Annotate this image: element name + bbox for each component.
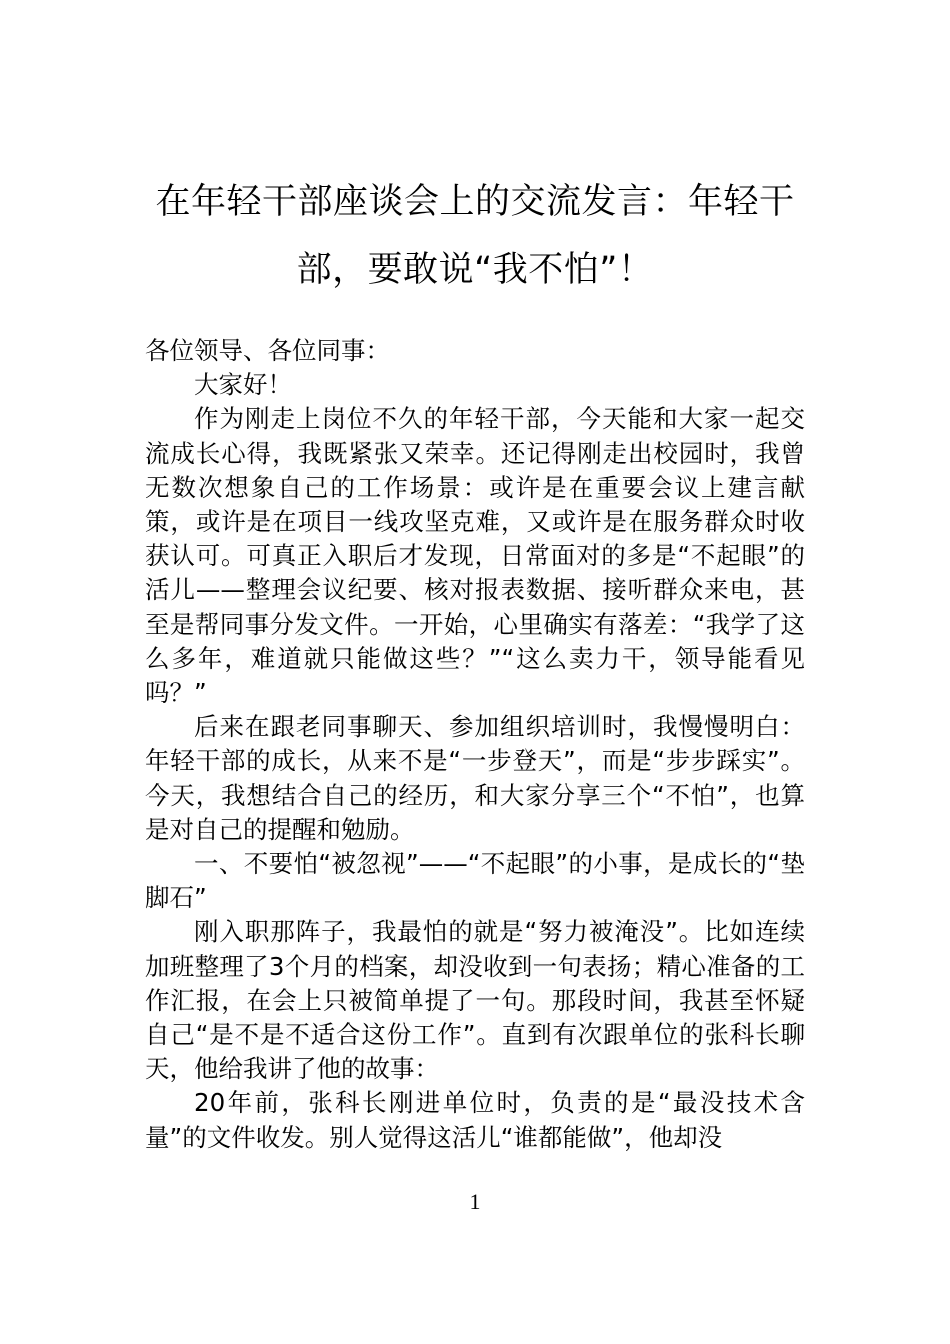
page-number: 1	[469, 1189, 481, 1214]
document-body	[145, 334, 805, 1155]
section-heading: 一、不要怕“被忽视”——“不起眼”的小事，是成长的“垫脚石”	[145, 849, 805, 913]
paragraph: 后来在跟老同事聊天、参加组织培训时，我慢慢明白：年轻干部的成长，从来不是“一步登天”，而是“步步踩实”。今天，我想结合自己的经历，和大家分享三个“不怕”，也算是对自己的提醒和勉励。	[145, 712, 805, 844]
salutation: 各位领导、各位同事：	[145, 336, 390, 365]
paragraph-greeting: 大家好！	[194, 370, 292, 400]
document-title	[120, 168, 830, 304]
paragraph: 20年前，张科长刚进单位时，负责的是“最没技术含量”的文件收发。别人觉得这活儿“谁都能做”，他却没	[145, 1088, 805, 1152]
title-line-1: 在年轻干部座谈会上的交流发言：年轻干	[155, 182, 795, 222]
paragraph: 刚入职那阵子，我最怕的就是“努力被淹没”。比如连续加班整理了3个月的档案，却没收到一句表扬；精心准备的工作汇报，在会上只被简单提了一句。那段时间，我甚至怀疑自己“是不是不适合这份工作”。直到有次跟单位的张科长聊天，他给我讲了他的故事：	[145, 917, 805, 1084]
title-line-2: 部，要敢说“我不怕”！	[296, 250, 654, 290]
paragraph: 作为刚走上岗位不久的年轻干部，今天能和大家一起交流成长心得，我既紧张又荣幸。还记得刚走出校园时，我曾无数次想象自己的工作场景：或许是在重要会议上建言献策，或许是在项目一线攻坚克难，又或许是在服务群众时收获认可。可真正入职后才发现，日常面对的多是“不起眼”的活儿——整理会议纪要、核对报表数据、接听群众来电，甚至是帮同事分发文件。一开始，心里确实有落差：“我学了这么多年，难道就只能做这些？”“这么卖力干，领导能看见吗？”	[145, 404, 805, 708]
